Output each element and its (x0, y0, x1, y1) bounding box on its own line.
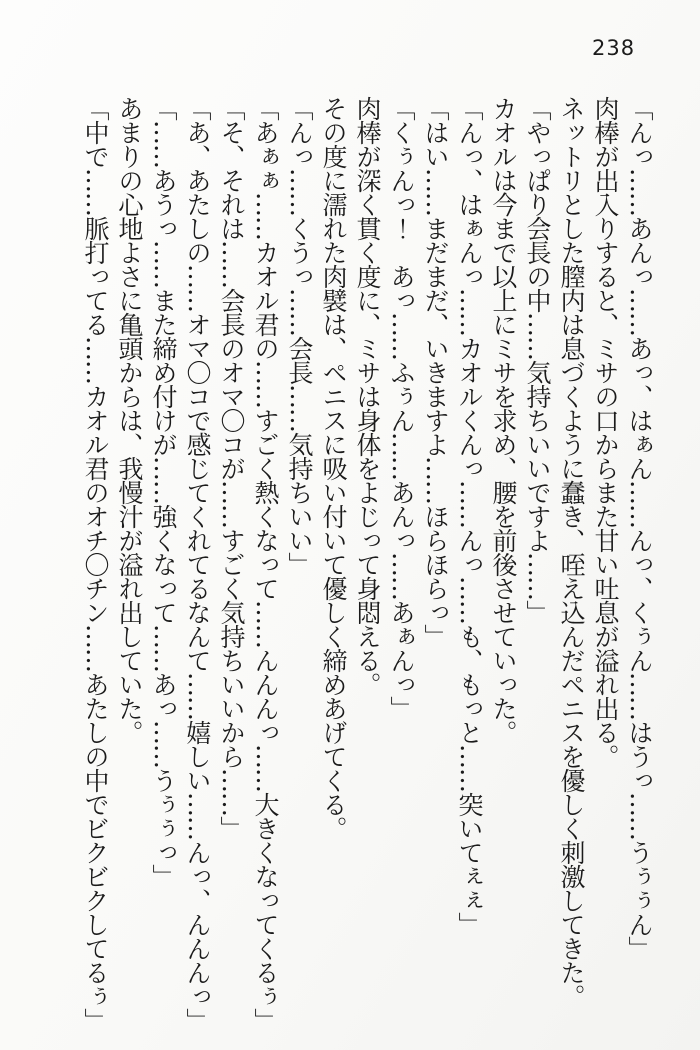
text-column: 「あ、あたしの……オマ〇コで感じてくれてるなんて……嬉しい……んっ、んんんっ」 (183, 96, 212, 1032)
text-column: 「やっぱり会長の中……気持ちいいですよ……」 (523, 96, 552, 624)
page-number: 238 (592, 36, 636, 60)
text-column: 「あぁぁ……カオル君の……すごく熱くなって……んんんっ……大きくなってくるぅ」 (251, 96, 280, 1032)
text-column: カオルは今まで以上にミサを求め、腰を前後させていった。 (489, 96, 518, 744)
text-column: ネットリとした膣内は息づくように蠢き、咥え込んだペニスを優しく刺激してきた。 (557, 96, 586, 1008)
text-column: 「中で……脈打ってる……カオル君のオチ〇チン……あたしの中でビクビクしてるぅ」 (81, 96, 110, 1032)
text-column: あまりの心地よさに亀頭からは、我慢汁が溢れ出していた。 (115, 96, 144, 744)
text-column: 「んっ、はぁんっ……カオルくんっ……んっ……も、もっと……突いてぇぇ」 (455, 96, 484, 936)
text-column: 「……あうっ……また締め付けが……強くなって……あっ……うぅぅっ」 (149, 96, 178, 888)
body-text (78, 96, 656, 1032)
text-column: 「くぅんっ！ あっ……ふぅん……あんっ……あぁんっ」 (387, 96, 416, 720)
text-column: 「はい……まだまだ、いきますよ……ほらほらっ」 (421, 96, 450, 648)
text-column: 「そ、それは……会長のオマ〇コが……すごく気持ちいいから……」 (217, 96, 246, 840)
text-column: 肉棒が深く貫く度に、ミサは身体をよじって身悶える。 (353, 96, 382, 696)
text-column: 「んっ……あんっ……あっ、はぁん……んっ、くぅん……はうっ……うぅぅん」 (625, 96, 654, 960)
text-column: その度に濡れた肉襞は、ペニスに吸い付いて優しく締めあげてくる。 (319, 96, 348, 840)
text-column: 「んっ……くうっ……会長……気持ちいい」 (285, 96, 314, 576)
text-column: 肉棒が出入りすると、ミサの口からまた甘い吐息が溢れ出る。 (591, 96, 620, 768)
